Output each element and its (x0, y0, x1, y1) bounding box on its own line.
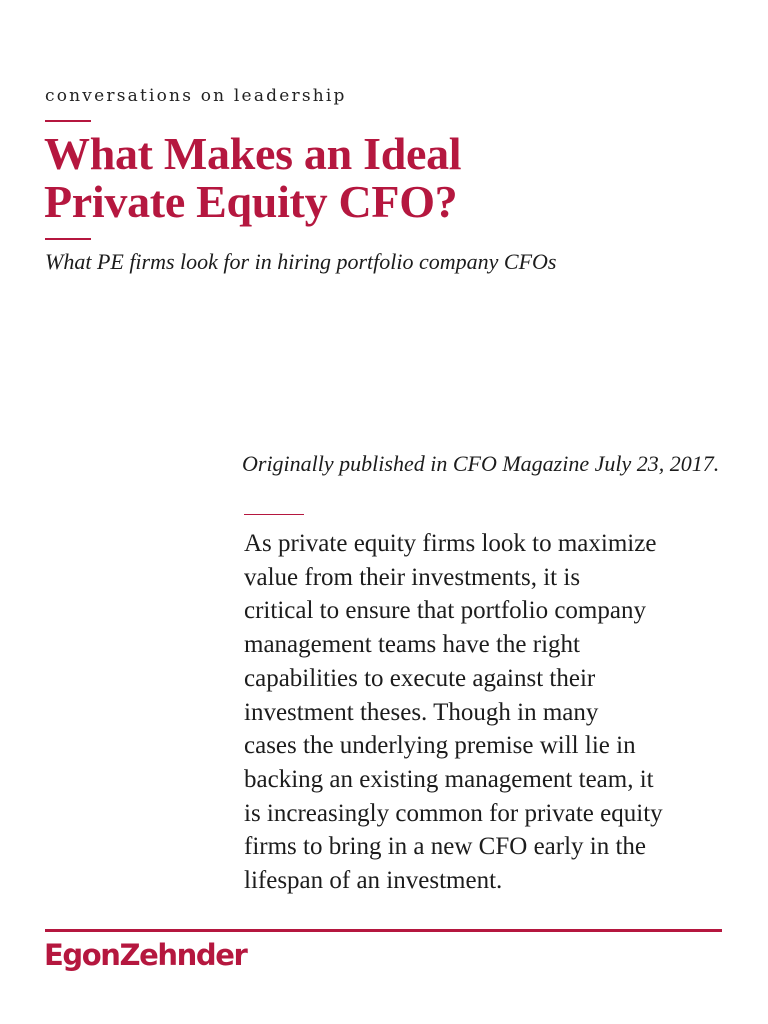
body-line: capabilities to execute against their (244, 664, 596, 692)
body-line: investment theses. Though in many (244, 698, 599, 726)
egon-zehnder-logo: EgonZehnder (44, 938, 247, 972)
body-line: management teams have the right (244, 631, 580, 659)
subtitle: What PE firms look for in hiring portfolio company CFOs (45, 249, 557, 274)
body-line: lifespan of an investment. (244, 867, 503, 895)
body-line: cases the underlying premise will lie in (244, 732, 636, 760)
body-line: is increasingly common for private equity (244, 799, 663, 827)
body-line: backing an existing management team, it (244, 765, 654, 793)
body-line: As private equity firms look to maximize (244, 530, 657, 557)
title-bottom-rule (45, 238, 91, 240)
body-rule (244, 514, 304, 515)
body-line: firms to bring in a new CFO early in the (244, 833, 647, 861)
page-title (44, 130, 724, 226)
body-paragraph (244, 527, 724, 898)
title-top-rule (45, 120, 91, 122)
page-title-line-2: Private Equity CFO? (44, 176, 458, 227)
series-label: conversations on leadership (45, 86, 347, 106)
publication-note: Originally published in CFO Magazine July 23, 2017. (242, 451, 720, 476)
footer-rule (45, 929, 722, 932)
body-line: critical to ensure that portfolio company (244, 597, 646, 625)
body-line: value from their investments, it is (244, 563, 581, 591)
page-title-line-1: What Makes an Ideal (44, 128, 462, 179)
